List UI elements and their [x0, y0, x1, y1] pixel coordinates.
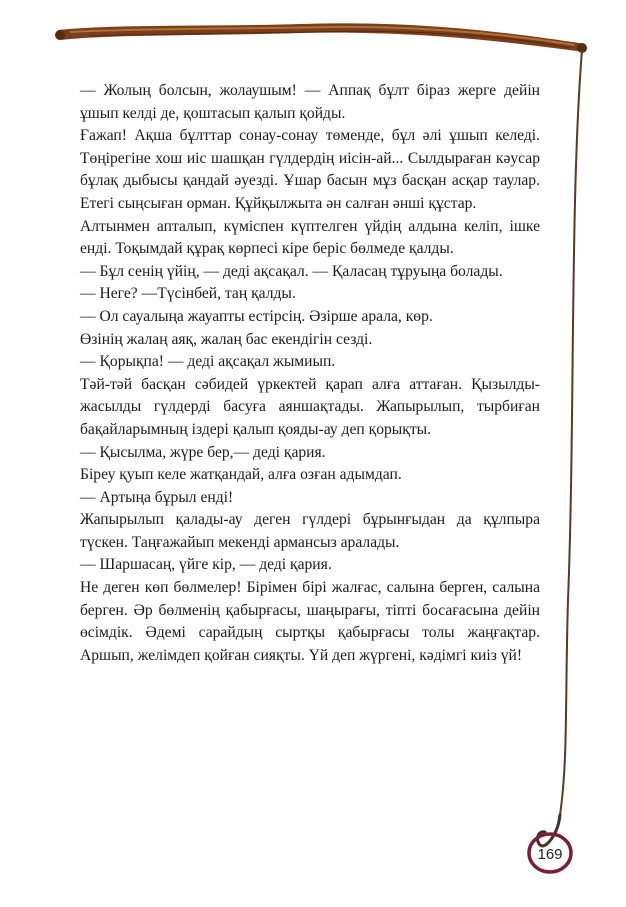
fishing-line — [560, 50, 582, 815]
stick-illustration — [55, 23, 587, 53]
paragraph: Алтынмен апталып, күміспен күптелген үйдің алдына келіп, ішке енді. Тоқымдай құрақ көрпесі кіре беріс бөлмеде қалды. — [80, 217, 540, 258]
paragraph: — Шаршасаң, үйге кір, — деді қария. — [80, 556, 332, 574]
paragraph: — Қысылма, жүре бер,— деді қария. — [80, 443, 326, 461]
paragraph: — Бұл сенің үйің, — деді ақсақал. — Қаласаң тұруыңа болады. — [80, 262, 503, 280]
paragraph: — Артыңа бұрыл енді! — [80, 488, 234, 506]
paragraph: Жапырылып қалады-ау деген гүлдері бұрынғыдан да құлпыра түскен. Таңғажайып мекенді армансыз аралады. — [80, 511, 540, 551]
page-number: 169 — [537, 845, 563, 863]
paragraph: Не деген көп бөлмелер! Бірімен бірі жалғас, салына берген, салына берген. Әр бөлменің қабырғасы, шаңырағы, тіпті босағасына дейін өсімдік. Әдемі сарайдың сыртқы қабырғасы толы жаңғақтар. Аршып, желімдеп қойған сияқты. Үй деп жүргені, кәдімгі киіз үй! — [80, 579, 540, 664]
story-text — [80, 80, 540, 667]
paragraph: — Қорықпа! — деді ақсақал жымиып. — [80, 353, 336, 371]
paragraph: — Неге? —Түсінбей, таң қалды. — [80, 285, 296, 303]
paragraph: Өзінің жалаң аяқ, жалаң бас екендігін сезді. — [80, 330, 373, 348]
paragraph: Біреу қуып келе жатқандай, алға озған адымдап. — [80, 466, 402, 484]
paragraph: — Ол сауалыңа жауапты естірсің. Әзірше арала, көр. — [80, 307, 433, 325]
paragraph: Тәй-тәй басқан сәбидей үркектей қарап алға аттаған. Қызылды-жасылды гүлдерді басуға аяншақтады. Жапырылып, тырбиған бақайларымның іздері қалып қояды-ау деп қорықты. — [80, 375, 540, 438]
paragraph: Ғажап! Ақша бұлттар сонау-сонау төменде, бұл әлі ұшып келеді. Төңірегіне хош иіс шашқан гүлдердің иісін-ай... Сылдыраған кәусар бұлақ дыбысы қандай әуезді. Ұшар басын мұз басқан асқар таулар. Етегі сыңсыған орман. Құйқылжыта ән салған әнші құстар. — [80, 127, 540, 212]
paragraph: — Жолың болсын, жолаушым! — Аппақ бұлт біраз жерге дейін ұшып келді де, қоштасып қалып қойды. — [80, 82, 540, 122]
